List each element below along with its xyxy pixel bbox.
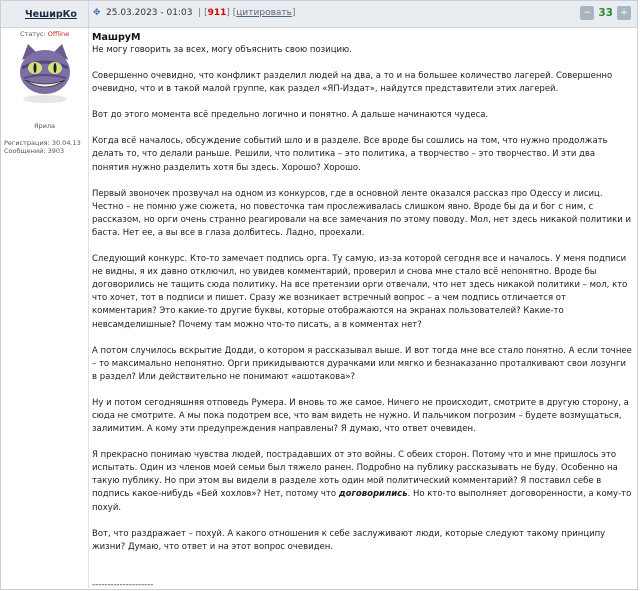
post-link-icon[interactable]: ✥ (93, 8, 101, 18)
paragraph: Вот, что раздражает – похуй. А какого отношения к себе заслуживают люди, которые следуют такому принципу жизни? Думаю, что ответ и на этот вопрос очевиден. (92, 528, 606, 552)
quote-link[interactable]: цитировать (236, 8, 292, 18)
paragraph-text: . Но кто-то выполняет договоренности, а кому-то похуй. (92, 489, 632, 513)
paragraph: А потом случилось вскрытие Додди, о котором я рассказывал выше. И вот тогда мне все стало понятно. А если точнее – то максимально непонятно. Орги прикидываются дурачками или мягко и безнаказанно проталкивают свои лозунги в раздел? Или действительно не понимают «ашотакова»? (92, 345, 632, 382)
author-name-link[interactable]: ЧеширКо (25, 9, 77, 20)
paragraph: Вот до этого момента всё предельно логично и понятно. А дальше начинаются чудеса. (92, 110, 489, 121)
status-value: Offline (47, 30, 70, 38)
post-number[interactable]: 911 (207, 8, 227, 18)
message-count: Сообщений: 3903 (4, 147, 65, 155)
post-meta (93, 8, 295, 18)
signature-separator: -------------------- (92, 580, 154, 590)
post-content (92, 31, 632, 554)
rate-minus-button[interactable]: − (580, 6, 594, 20)
post-header (1, 1, 637, 28)
author-cell (1, 1, 89, 27)
emphasis-text: договорились (338, 489, 408, 500)
paragraph-text: Я прекрасно понимаю чувства людей, пострадавших от это войны. С обеих сторон. Потому что и мне пришлось это испытать. Один из членов моей семьи был тяжело ранен. Подробно на публику рассказывать не буду. Особенно на такую публику. Но при этом вы видели в разделе хоть один мой политический комментарий? Я поставил себе в подпись какое-нибудь «Бей хохлов»? Нет, потому что (92, 450, 618, 500)
registration-date: Регистрация: 30.04.13 (4, 139, 81, 147)
paragraph: Совершенно очевидно, что конфликт разделил людей на два, а то и на большее количество лагерей. Совершенно очевидно, что и в такой малой группе, как раздел «ЯП-Издат», найдутся представители этих лагерей. (92, 71, 613, 95)
bracket-open: | (195, 8, 205, 18)
quote-bracket-right: ] (291, 8, 296, 18)
rating-value: 33 (598, 7, 613, 19)
number-bracket-right: ] (226, 8, 230, 18)
paragraph: Когда всё началось, обсуждение событий шло и в разделе. Все вроде бы сошлись на том, что нужно продолжать делать то, что делали раньше. Решили, что политика – это политика, а творчество – это творчество. И эти два понятия нужно разделить хотя бы здесь. Хорошо? Хорошо. (92, 136, 608, 173)
user-title: Ярила (34, 122, 56, 130)
paragraph: Следующий конкурс. Кто-то замечает подпись орга. Ту самую, из-за которой сегодня все и началось. У меня подписи не видны, я их давно отключил, но увидев комментарий, проверил и снова мне стало всё непонятно. Вроде бы договорились не тащить сюда политику. На все претензии орги отвечали, что нет здесь никакой политики – мол, кто что хочет, тот в подписи и пишет. Сразу же возникает встречный вопрос – а чем подпись отличается от комментария? Это какие-то другие буквы, которые отображаются на экранах пользователей? Какие-то невсамделишные? Почему там можно что-то писать, а в комментах нет? (92, 254, 628, 330)
user-stats (4, 139, 81, 155)
author-sidebar (1, 28, 89, 591)
paragraph: Ну и потом сегодняшняя отповедь Румера. И вновь то же самое. Ничего не происходит, смотрите в другую сторону, а сюда не смотрите. А мы пока подотрем все, что вам видеть не нужно. И пальчиком погрозим – будете возмущаться, залимитим. А кому эти предупреждения направлены? Я думаю, что ответ очевиден. (92, 397, 629, 435)
post-date: 25.03.2023 - 01:03 (106, 8, 193, 18)
quote-bracket-left: [ (232, 8, 237, 18)
number-bracket-left: [ (204, 8, 208, 18)
rating-box (580, 5, 631, 21)
post-recipient: МашруМ (92, 32, 141, 43)
rate-plus-button[interactable]: + (617, 6, 631, 20)
paragraph: Первый звоночек прозвучал на одном из конкурсов, где в основной ленте оказался рассказ про Одессу и лисиц. Честно – не помню уже сюжета, но повесточка там прослеживалась слишком явно. Вроде бы да и бог с ним, с рассказом, но орги очень странно реагировали на все замечания по этому поводу. Мол, нет здесь никакой политики и баста. Нет ее, а вы все в глаза долбитесь. Ладно, проехали. (92, 188, 632, 238)
avatar[interactable] (16, 42, 74, 104)
user-status (20, 30, 69, 38)
paragraph: Не могу говорить за всех, могу объяснить свою позицию. (92, 45, 352, 55)
status-label: Статус: (20, 30, 46, 38)
paragraph (92, 449, 632, 514)
